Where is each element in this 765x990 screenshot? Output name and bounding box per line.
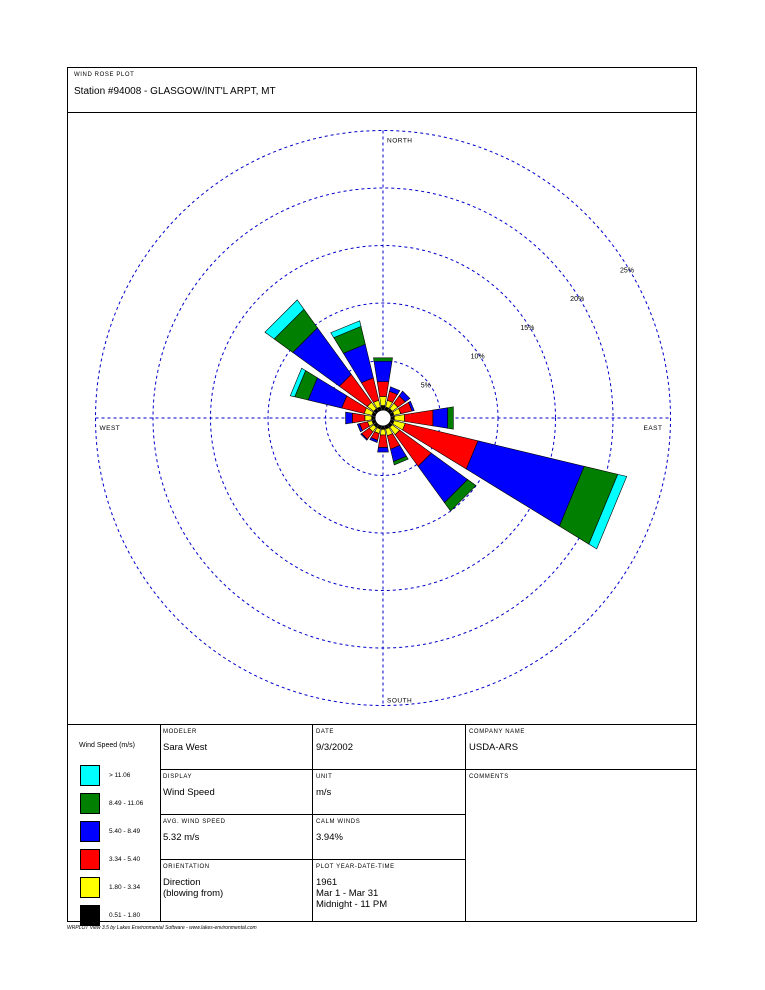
- software-credit: WRPLOT View 3.5 by Lakes Environmental Software - www.lakes-environmental.com: [67, 925, 257, 931]
- modeler-label: MODELER: [163, 729, 197, 735]
- petal-N-bin-2: [377, 382, 389, 397]
- period-label: PLOT YEAR-DATE-TIME: [316, 864, 395, 870]
- petal-N-bin-3: [374, 361, 392, 381]
- ring-label: 5%: [420, 382, 431, 390]
- legend-title: Wind Speed (m/s): [79, 742, 136, 749]
- company-label: COMPANY NAME: [469, 729, 525, 735]
- display-value: Wind Speed: [163, 787, 215, 798]
- unit-cell: [313, 770, 466, 815]
- period-cell: [313, 860, 466, 921]
- legend-swatch: [80, 765, 100, 786]
- west-label: WEST: [99, 425, 121, 432]
- petal-E-bin-4: [448, 407, 454, 429]
- unit-value: m/s: [316, 787, 332, 798]
- calm-winds-value: 3.94%: [316, 832, 343, 843]
- period-dates: Mar 1 - Mar 31: [316, 888, 379, 899]
- petal-N-bin-0: [381, 406, 385, 411]
- petal-E-bin-0: [391, 416, 394, 420]
- unit-label: UNIT: [316, 774, 333, 780]
- legend-label: 0.51 - 1.80: [109, 912, 141, 919]
- orientation-label: ORIENTATION: [163, 864, 210, 870]
- modeler-value: Sara West: [163, 742, 208, 753]
- ring-label: 25%: [619, 267, 634, 275]
- modeler-cell: [160, 725, 313, 770]
- legend-swatch: [80, 821, 100, 842]
- legend-label: 8.49 - 11.06: [109, 800, 144, 807]
- ring-label: 10%: [470, 353, 485, 361]
- legend-swatch: [80, 849, 100, 870]
- date-value: 9/3/2002: [316, 742, 353, 753]
- petal-E-bin-2: [405, 410, 433, 426]
- petal-E-bin-3: [433, 408, 448, 429]
- calm-winds-label: CALM WINDS: [316, 819, 361, 825]
- petal-S-bin-2: [378, 435, 387, 447]
- comments-label: COMMENTS: [469, 774, 509, 780]
- plot-area: [68, 112, 696, 725]
- display-cell: [160, 770, 313, 815]
- petal-W-bin-0: [372, 416, 375, 420]
- plot-caption: WIND ROSE PLOT: [74, 72, 135, 78]
- calm-circle: [375, 410, 391, 426]
- legend-swatch: [80, 877, 100, 898]
- period-year: 1961: [316, 877, 338, 888]
- petal-W-bin-2: [352, 413, 365, 423]
- petal-E-bin-1: [394, 415, 404, 422]
- wind-rose-chart: [68, 112, 696, 724]
- avg-speed-label: AVG. WIND SPEED: [163, 819, 226, 825]
- orientation-line-1: Direction: [163, 877, 201, 888]
- legend-swatch: [80, 793, 100, 814]
- petal-N-bin-4: [373, 358, 392, 361]
- avg-speed-cell: [160, 815, 313, 860]
- petal-S-bin-1: [380, 429, 385, 435]
- legend-item: [80, 793, 160, 814]
- petal-N-bin-1: [380, 396, 387, 405]
- avg-speed-value: 5.32 m/s: [163, 832, 200, 843]
- legend-label: > 11.06: [109, 772, 131, 779]
- legend-item: [80, 877, 160, 898]
- company-cell: [466, 725, 696, 770]
- date-label: DATE: [316, 729, 334, 735]
- ring-label: 15%: [520, 324, 535, 332]
- legend-label: 5.40 - 8.49: [109, 828, 141, 835]
- station-title: Station #94008 - GLASGOW/INT'L ARPT, MT: [74, 86, 276, 97]
- calm-winds-cell: [313, 815, 466, 860]
- petal-S-bin-3: [378, 447, 389, 452]
- comments-cell: [466, 770, 696, 921]
- legend-label: 3.34 - 5.40: [109, 856, 141, 863]
- orientation-cell: [160, 860, 313, 921]
- header-panel: [68, 68, 696, 113]
- wind-rose-sheet: [67, 67, 697, 922]
- legend-label: 1.80 - 3.34: [109, 884, 141, 891]
- south-label: SOUTH: [387, 697, 413, 705]
- petal-W-bin-1: [365, 415, 372, 421]
- period-value: [316, 877, 387, 910]
- display-label: DISPLAY: [163, 774, 193, 780]
- legend-item: [80, 765, 160, 786]
- orientation-value: [163, 877, 223, 899]
- orientation-line-2: (blowing from): [163, 888, 224, 899]
- east-label: EAST: [643, 425, 663, 432]
- period-time: Midnight - 11 PM: [316, 899, 388, 910]
- date-cell: [313, 725, 466, 770]
- petal-S-bin-0: [381, 426, 385, 429]
- north-label: NORTH: [387, 137, 413, 145]
- legend-panel: [68, 725, 161, 921]
- ring-label: 20%: [570, 296, 585, 303]
- legend-item: [80, 905, 160, 926]
- legend-swatch: [80, 905, 100, 926]
- petal-W-bin-3: [346, 412, 353, 424]
- company-value: USDA-ARS: [469, 742, 519, 753]
- legend-item: [80, 821, 160, 842]
- legend-item: [80, 849, 160, 870]
